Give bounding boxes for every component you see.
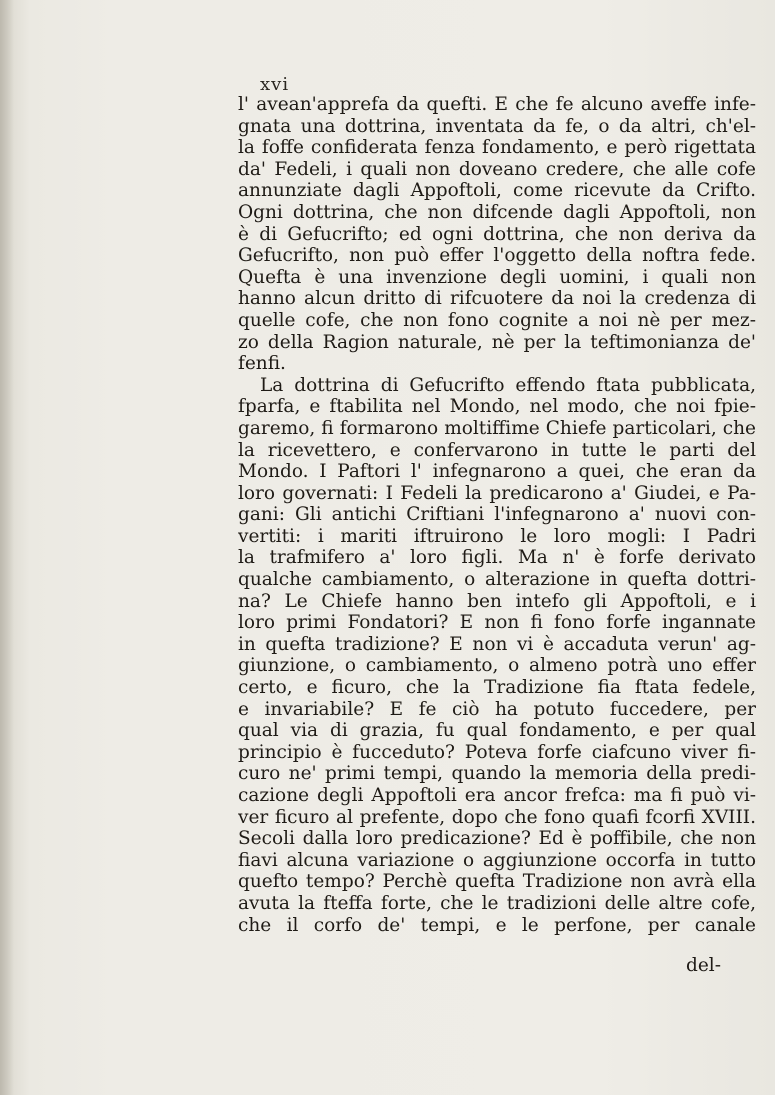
text-line: Secoli dalla loro predicazione? Ed è poffibile, che non	[238, 828, 756, 850]
text-line: hanno alcun dritto di rifcuotere da noi la credenza di	[238, 288, 756, 310]
text-line: qual via di grazia, fu qual fondamento, e per qual	[238, 720, 756, 742]
text-line: quefto tempo? Perchè quefta Tradizione non avrà ella	[238, 871, 756, 893]
text-line: la trafmifero a' loro figli. Ma n' è forfe derivato	[238, 547, 756, 569]
text-line: loro governati: I Fedeli la predicarono a' Giudei, e Pa-	[238, 482, 756, 504]
text-line: vertiti: i mariti iftruirono le loro mogli: I Padri	[238, 525, 756, 547]
text-line: da' Fedeli, i quali non doveano credere, che alle cofe	[238, 158, 756, 180]
catchword: del-	[686, 955, 721, 976]
text-line: annunziate dagli Appoftoli, come ricevute da Crifto.	[238, 180, 756, 202]
text-line: avuta la fteffa forte, che le tradizioni delle altre cofe,	[238, 892, 756, 914]
text-line: Quefta è una invenzione degli uomini, i quali non	[238, 266, 756, 288]
paragraph-start-line: La dottrina di Gefucrifto effendo ftata pubblicata,	[260, 374, 756, 396]
text-line: principio è fucceduto? Poteva forfe ciafcuno viver fi-	[238, 741, 756, 763]
text-line: curo ne' primi tempi, quando la memoria della predi-	[238, 763, 756, 785]
text-line: Ogni dottrina, che non difcende dagli Appoftoli, non	[238, 201, 756, 223]
page-edge-shadow	[0, 0, 14, 1095]
text-line: na? Le Chiefe hanno ben intefo gli Appoftoli, e i	[238, 590, 756, 612]
text-line: fiavi alcuna variazione o aggiunzione occorfa in tutto	[238, 849, 756, 871]
body-text	[238, 94, 756, 936]
text-line: gani: Gli antichi Criftiani l'infegnarono a' nuovi con-	[238, 504, 756, 526]
text-line: è di Gefucrifto; ed ogni dottrina, che non deriva da	[238, 223, 756, 245]
text-line: l' avean'apprefa da quefti. E che fe alcuno aveffe infe-	[238, 94, 756, 115]
text-line: la foffe confiderata fenza fondamento, e però rigettata	[238, 137, 756, 159]
text-line: la ricevettero, e confervarono in tutte le parti del	[238, 439, 756, 461]
text-line: loro primi Fondatori? E non fi fono forfe ingannate	[238, 612, 756, 634]
text-line: qualche cambiamento, o alterazione in quefta dottri-	[238, 569, 756, 591]
text-line: e invariabile? E fe ciò ha potuto fuccedere, per	[238, 698, 756, 720]
text-line: certo, e ficuro, che la Tradizione fia ftata fedele,	[238, 677, 756, 699]
text-line: gnata una dottrina, inventata da fe, o da altri, ch'el-	[238, 115, 756, 137]
text-line: Gefucrifto, non può effer l'oggetto della noftra fede.	[238, 245, 756, 267]
text-line: che il corfo de' tempi, e le perfone, per canale	[238, 914, 756, 936]
text-line: zo della Ragion naturale, nè per la teftimonianza de'	[238, 331, 756, 353]
text-line: quelle cofe, che non fono cognite a noi nè per mez-	[238, 309, 756, 331]
text-line: Mondo. I Paftori l' infegnarono a quei, che eran da	[238, 461, 756, 483]
text-line: fenfi.	[238, 353, 286, 375]
page-number: xvi	[260, 74, 290, 95]
text-line: in quefta tradizione? E non vi è accaduta verun' ag-	[238, 633, 756, 655]
text-line: cazione degli Appoftoli era ancor frefca: ma fi può vi-	[238, 785, 756, 806]
text-line: garemo, fi formarono moltiffime Chiefe particolari, che	[238, 417, 756, 439]
text-line: fparfa, e ftabilita nel Mondo, nel modo, che noi fpie-	[238, 396, 756, 418]
text-line: ver ficuro al prefente, dopo che fono quafi fcorfi XVIII.	[238, 806, 756, 828]
text-line: giunzione, o cambiamento, o almeno potrà uno effer	[238, 655, 756, 677]
